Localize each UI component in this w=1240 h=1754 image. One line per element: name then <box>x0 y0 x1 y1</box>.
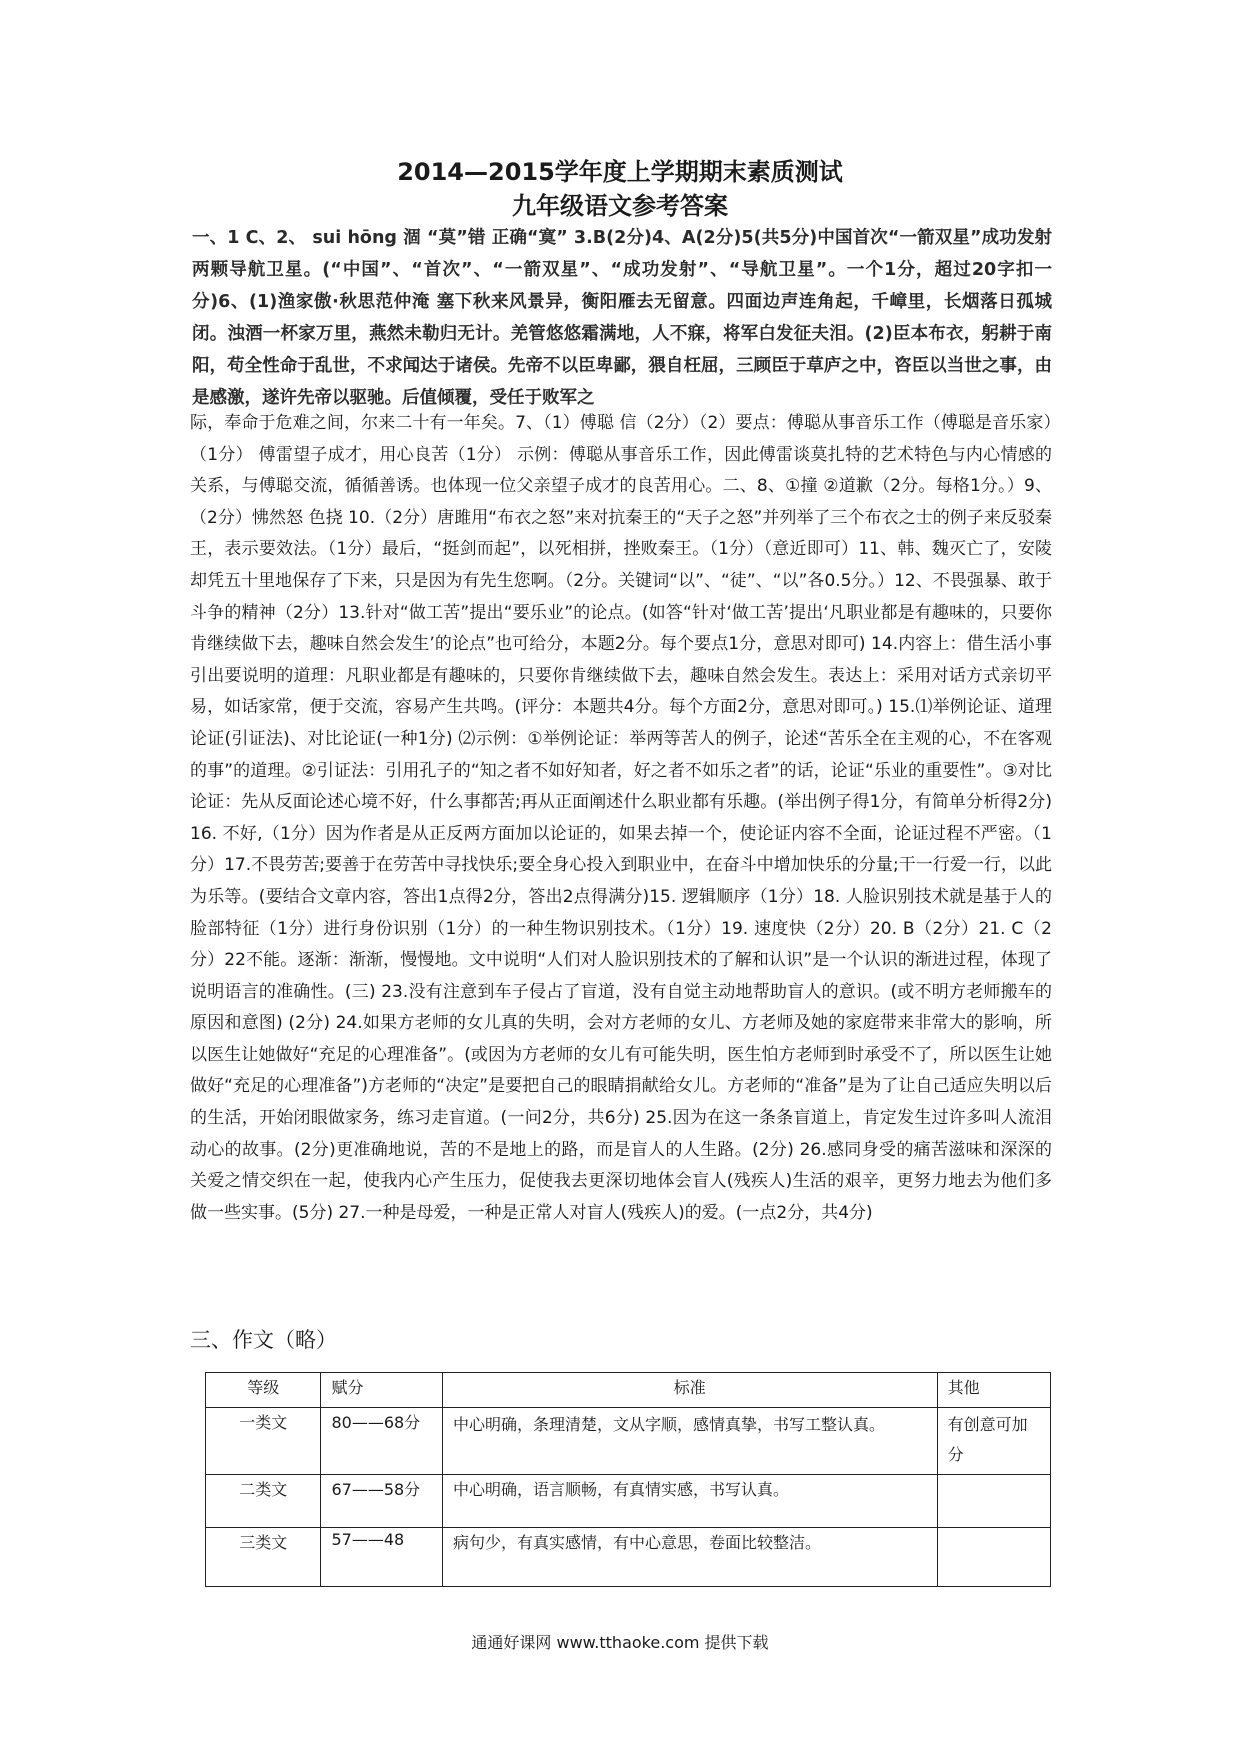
grading-table-header-row <box>206 1373 1051 1408</box>
row-standard: 中心明确，条理清楚，文从字顺，感情真挚，书写工整认真。 <box>443 1408 938 1475</box>
answer-intro-paragraph: 一、1 C、2、 sui hōng 涸 “莫”错 正确“寞” 3.B(2分)4、A(2分)5(共5分)中国首次“一箭双星”成功发射两颗导航卫星。(“中国”、“首次”、“一箭双星”、“成功发射”、“导航卫星”。一个1分，超过20字扣一分)6、(1)渔家傲·秋思范仲淹 塞下秋来风景异，衡阳雁去无留意。四面边声连角起，千嶂里，长烟落日孤城闭。浊酒一杯家万里，燕然未勒归无计。羌管悠悠霜满地，人不寐，将军白发征夫泪。(2)臣本布衣，躬耕于南阳，苟全性命于乱世，不求闻达于诸侯。先帝不以臣卑鄙，猥自枉屈，三顾臣于草庐之中，咨臣以当世之事，由是感激，遂许先帝以驱驰。后值倾覆，受任于败军之 <box>192 228 1052 408</box>
header-standard: 标准 <box>443 1373 938 1408</box>
table-row <box>206 1528 1051 1587</box>
row-other <box>937 1475 1050 1528</box>
row-standard: 中心明确，语言顺畅，有真情实感，书写认真。 <box>443 1475 938 1528</box>
row-other: 有创意可加分 <box>937 1408 1050 1475</box>
row-score: 80——68分 <box>321 1408 443 1475</box>
table-row <box>206 1475 1051 1528</box>
row-level: 二类文 <box>206 1475 321 1528</box>
composition-section-heading: 三、作文（略） <box>190 1328 337 1352</box>
row-level: 三类文 <box>206 1528 321 1587</box>
row-score: 57——48 <box>321 1528 443 1587</box>
download-source-footer: 通通好课网 www.tthaoke.com 提供下载 <box>471 1633 769 1652</box>
header-other: 其他 <box>937 1373 1050 1408</box>
document-subtitle: 九年级语文参考答案 <box>512 192 728 220</box>
table-row <box>206 1408 1051 1475</box>
header-level: 等级 <box>206 1373 321 1408</box>
row-standard: 病句少，有真实感情，有中心意思，卷面比较整洁。 <box>443 1528 938 1587</box>
grading-table <box>205 1372 1051 1587</box>
document-title: 2014—2015学年度上学期期末素质测试 <box>397 158 843 186</box>
answer-main-paragraph: 际，奉命于危难之间，尔来二十有一年矣。7、（1）傅聪 信（2分）（2）要点：傅聪从事音乐工作（傅聪是音乐家）（1分） 傅雷望子成才，用心良苦（1分） 示例：傅聪从事音乐工作，因此傅雷谈莫扎特的艺术特色与内心情感的关系，与傅聪交流，循循善诱。也体现一位父亲望子成才的良苦用心。二、8、①撞 ②道歉（2分。每格1分。）9、（2分）怫然怒 色挠 10.（2分）唐雎用“布衣之怒”来对抗秦王的“天子之怒”并列举了三个布衣之士的例子来反驳秦王，表示要效法。（1分）最后，“挺剑而起”，以死相拼，挫败秦王。（1分）（意近即可）11、韩、魏灭亡了，安陵却凭五十里地保存了下来，只是因为有先生您啊。（2分。关键词“以”、“徒”、“以”各0.5分。）12、不畏强暴、敢于斗争的精神（2分）13.针对“做工苦”提出“要乐业”的论点。(如答“针对‘做工苦’提出‘凡职业都是有趣味的，只要你肯继续做下去，趣味自然会发生’的论点”也可给分，本题2分。每个要点1分，意思对即可) 14.内容上：借生活小事引出要说明的道理：凡职业都是有趣味的，只要你肯继续做下去，趣味自然会发生。表达上：采用对话方式亲切平易，如话家常，便于交流，容易产生共鸣。(评分：本题共4分。每个方面2分，意思对即可。) 15.⑴举例论证、道理论证(引证法)、对比论证(一种1分) ⑵示例：①举例论证：举两等苦人的例子，论述“苦乐全在主观的心，不在客观的事”的道理。②引证法：引用孔子的“知之者不如好知者，好之者不如乐之者”的话，论证“乐业的重要性”。③对比论证：先从反面论述心境不好，什么事都苦;再从正面阐述什么职业都有乐趣。(举出例子得1分，有简单分析得2分) 16. 不好,（1分）因为作者是从正反两方面加以论证的，如果去掉一个，使论证内容不全面，论证过程不严密。（1分）17.不畏劳苦;要善于在劳苦中寻找快乐;要全身心投入到职业中，在奋斗中增加快乐的分量;干一行爱一行，以此为乐等。(要结合文章内容，答出1点得2分，答出2点得满分)15. 逻辑顺序（1分）18. 人脸识别技术就是基于人的脸部特征（1分）进行身份识别（1分）的一种生物识别技术。（1分）19. 速度快（2分）20. B（2分）21. C（2分）22不能。逐渐：渐渐，慢慢地。文中说明“人们对人脸识别技术的了解和认识”是一个认识的渐进过程，体现了说明语言的准确性。(三) 23.没有注意到车子侵占了盲道，没有自觉主动地帮助盲人的意识。(或不明方老师搬车的原因和意图) (2分) 24.如果方老师的女儿真的失明，会对方老师的女儿、方老师及她的家庭带来非常大的影响，所以医生让她做好“充足的心理准备”。(或因为方老师的女儿有可能失明，医生怕方老师到时承受不了，所以医生让她做好“充足的心理准备”)方老师的“决定”是要把自己的眼睛捐献给女儿。方老师的“准备”是为了让自己适应失明以后的生活，开始闭眼做家务，练习走盲道。(一问2分，共6分) 25.因为在这一条条盲道上，肯定发生过许多叫人流泪动心的故事。(2分)更准确地说，苦的不是地上的路，而是盲人的人生路。(2分) 26.感同身受的痛苦滋味和深深的关爱之情交织在一起，使我内心产生压力，促使我去更深切地体会盲人(残疾人)生活的艰辛，更努力地去为他们多做一些实事。(5分) 27.一种是母爱，一种是正常人对盲人(残疾人)的爱。(一点2分，共4分) <box>190 413 1052 1223</box>
row-level: 一类文 <box>206 1408 321 1475</box>
row-other <box>937 1528 1050 1587</box>
header-score: 赋分 <box>321 1373 443 1408</box>
row-score: 67——58分 <box>321 1475 443 1528</box>
